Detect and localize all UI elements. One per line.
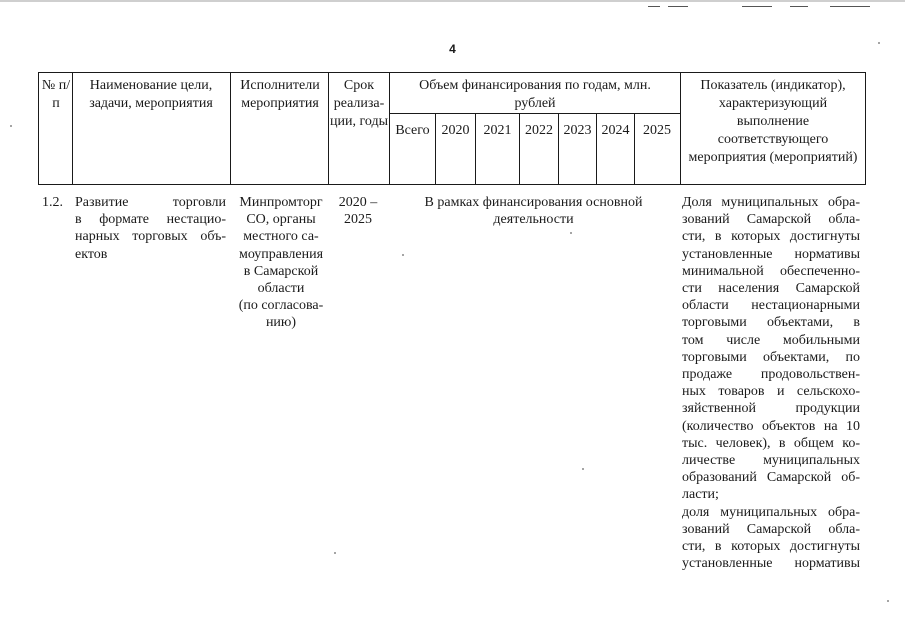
row-name: Развитие торговли в формате нестацио- нарных торговых объ- ектов (75, 195, 226, 262)
header-year-2021: 2021 (483, 123, 512, 138)
page-number: 4 (449, 42, 456, 56)
scan-speck (887, 600, 889, 602)
header-term: Срок реализа-ции, годы (330, 78, 388, 129)
row-number: 1.2. (42, 195, 63, 210)
top-edge-rule (0, 0, 905, 2)
row-term: 2020 – 2025 (338, 195, 378, 228)
scan-speck (334, 552, 336, 554)
scan-speck (878, 42, 880, 44)
header-executors: Исполнители мероприятия (240, 78, 320, 111)
col-divider (72, 73, 73, 184)
top-dash-1 (648, 6, 660, 7)
table-header (38, 72, 866, 185)
header-year-2025: 2025 (643, 123, 671, 138)
row-indicator: Доля муниципальных обра- зований Самарской обла- сти, в которых достигнуты установленные нормативы минимальной обеспеченно- сти населения Самарской области нестационарными торговыми объектами, в том числе мобильными торговыми объектами, по продаже продовольствен- ных товаров и сельскохо- зяйственной продукции (количество объектов на 10 тыс. человек), в общем ко- личестве муниципальных образований Самарской об- ласти; доля муниципальных обра- зований Самарской обла- сти, в которых достигнуты установленные нормативы (682, 195, 860, 572)
top-dash-3 (742, 6, 772, 7)
funding-divider (389, 113, 680, 114)
col-divider (328, 73, 329, 184)
scan-speck (402, 254, 404, 256)
col-divider (230, 73, 231, 184)
header-indicator: Показатель (индикатор), характеризующий выполнение соответствующего мероприятия (мероприятий) (688, 78, 858, 165)
header-year-2024: 2024 (601, 123, 630, 138)
row-funding: В рамках финансирования основной деятельности (424, 195, 643, 228)
scan-speck (582, 468, 584, 470)
top-dash-5 (830, 6, 870, 7)
top-dash-4 (790, 6, 808, 7)
header-year-2023: 2023 (563, 123, 592, 138)
col-divider (680, 73, 681, 184)
row-executors: Минпромторг СО, органы местного са- моуправления в Самарской области (по согласова- нию) (238, 195, 324, 331)
header-name: Наименование цели, задачи, мероприятия (89, 78, 213, 111)
header-total: Всего (395, 123, 430, 138)
header-funding-title: Объем финансирования по годам, млн. рублей (419, 78, 651, 111)
scan-speck (570, 232, 572, 234)
scan-speck (10, 125, 12, 127)
header-num: № п/п (41, 78, 71, 111)
top-dash-2 (668, 6, 688, 7)
header-year-2022: 2022 (525, 123, 553, 138)
header-year-2020: 2020 (441, 123, 470, 138)
